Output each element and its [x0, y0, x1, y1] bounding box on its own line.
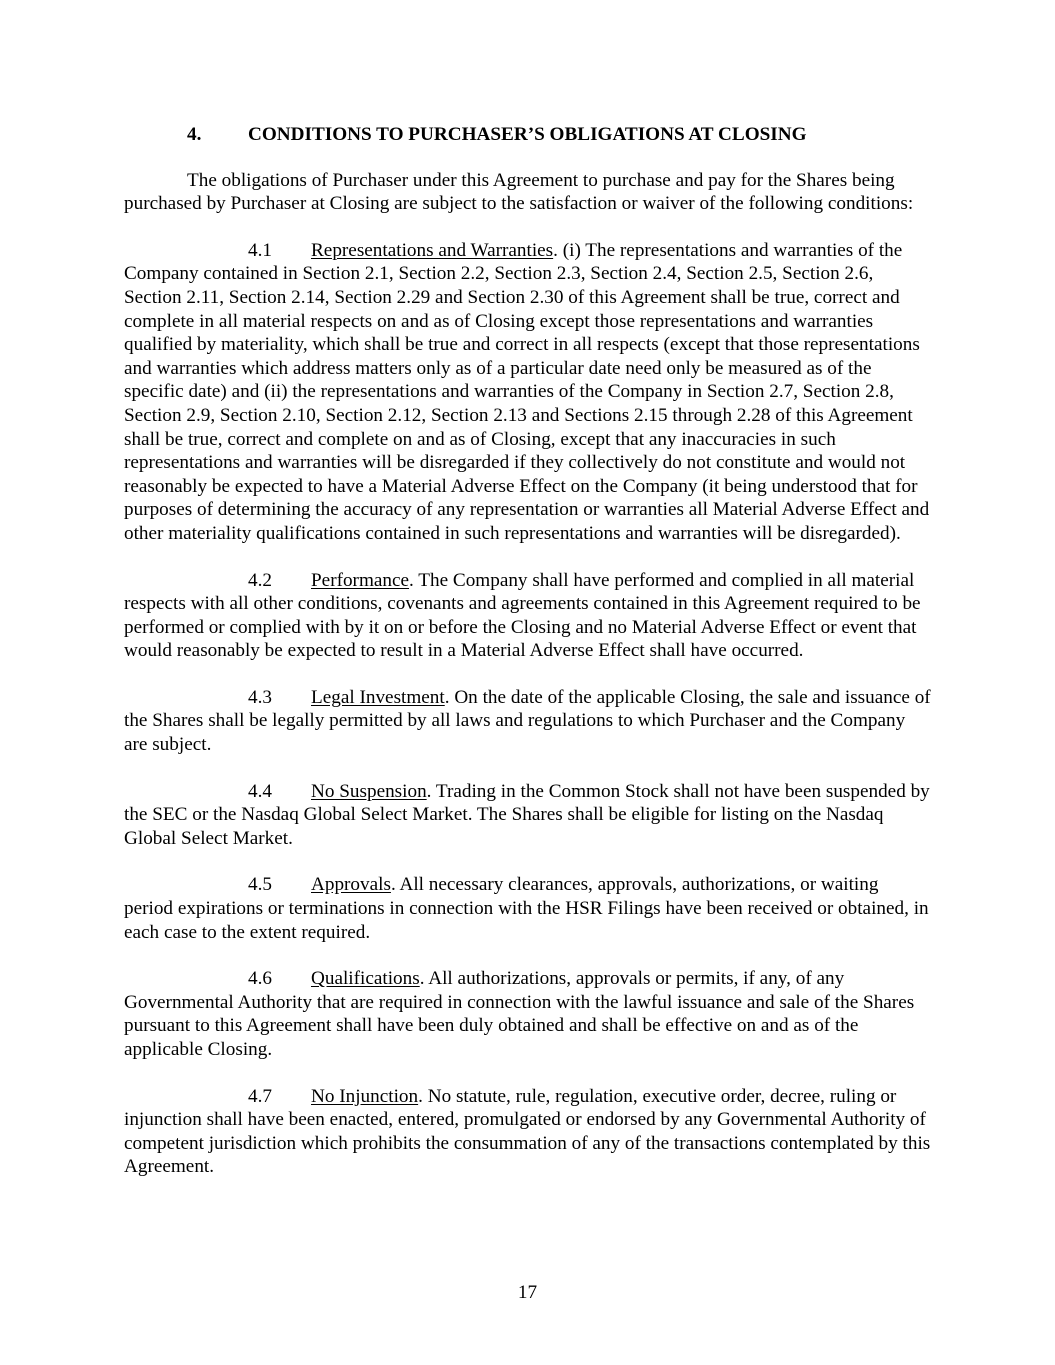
section-heading — [124, 123, 931, 147]
clause-text: . No statute, rule, regulation, executive order, decree, ruling or injunction shall have been enacted, entered, promulgated or endorsed by any Governmental Authority of competent jurisdiction which prohibits the consummation of any of the transactions contemplated by this Agreement. — [124, 1085, 931, 1178]
clause-4-5 — [124, 873, 931, 944]
clause-title: Legal Investment — [311, 686, 445, 708]
clause-title: Approvals — [311, 874, 391, 896]
clause-number: 4.6 — [248, 968, 272, 990]
intro-paragraph: The obligations of Purchaser under this Agreement to purchase and pay for the Shares being purchased by Purchaser at Closing are subject to the satisfaction or waiver of the following conditions: — [124, 169, 914, 215]
section-heading-number: 4. — [187, 124, 202, 145]
clause-text: . (i) The representations and warranties of the Company contained in Section 2.1, Section 2.2, Section 2.3, Section 2.4, Section 2.5, Section 2.6, Section 2.11, Section 2.14, Section 2.29 and Section 2.30 of this Agreement shall be true, correct and complete in all material respects on and as of Closing except those representations and warranties qualified by materiality, which shall be true and correct in all respects (except that those representations and warranties which address matters only as of a particular date need only be measured as of the specific date) and (ii) the representations and warranties of the Company in Section 2.7, Section 2.8, Section 2.9, Section 2.10, Section 2.12, Section 2.13 and Sections 2.15 through 2.28 of this Agreement shall be true, correct and complete on and as of Closing, except that any inaccuracies in such representations and warranties will be disregarded if they collectively do not constitute and would not reasonably be expected to have a Material Adverse Effect on the Company (it being understood that for purposes of determining the accuracy of any representation or warranties all Material Adverse Effect and other materiality qualifications contained in such representations and warranties will be disregarded). — [124, 239, 930, 544]
clause-number: 4.7 — [248, 1085, 272, 1107]
clause-number: 4.3 — [248, 686, 272, 708]
clause-text: . All authorizations, approvals or permits, if any, of any Governmental Authority that are required in connection with the lawful issuance and sale of the Shares pursuant to this Agreement shall have been duly obtained and shall be effective on and as of the applicable Closing. — [124, 968, 915, 1060]
clause-4-4 — [124, 780, 931, 851]
clause-number: 4.5 — [248, 874, 272, 896]
clause-text: . The Company shall have performed and complied in all material respects with all other conditions, covenants and agreements contained in this Agreement required to be performed or complied with by it on or before the Closing and no Material Adverse Effect or event that would reasonably be expected to result in a Material Adverse Effect shall have occurred. — [124, 569, 921, 662]
clause-number: 4.4 — [248, 780, 272, 802]
clause-title: No Injunction — [311, 1085, 419, 1107]
clause-text: . Trading in the Common Stock shall not have been suspended by the SEC or the Nasdaq Global Select Market. The Shares shall be eligible for listing on the Nasdaq Global Select Market. — [124, 780, 930, 849]
clause-4-3 — [124, 686, 931, 757]
clause-text: . All necessary clearances, approvals, authorizations, or waiting period expirations or terminations in connection with the HSR Filings have been received or obtained, in each case to the extent required. — [124, 874, 929, 943]
document-body — [124, 123, 931, 1202]
page-number: 17 — [517, 1282, 538, 1303]
clause-4-1 — [124, 239, 931, 546]
clause-number: 4.2 — [248, 569, 272, 591]
clause-title: No Suspension — [311, 780, 427, 802]
clause-title: Qualifications — [311, 968, 420, 990]
clause-text: . On the date of the applicable Closing, the sale and issuance of the Shares shall be legally permitted by all laws and regulations to which Purchaser and the Company are subject. — [124, 686, 931, 756]
clause-4-2 — [124, 569, 931, 663]
clause-4-6 — [124, 967, 931, 1061]
clause-4-7 — [124, 1085, 931, 1179]
clause-title: Performance — [311, 569, 410, 591]
clause-number: 4.1 — [248, 239, 272, 261]
section-heading-title: CONDITIONS TO PURCHASER’S OBLIGATIONS AT CLOSING — [248, 124, 807, 145]
clause-title: Representations and Warranties — [311, 239, 554, 261]
